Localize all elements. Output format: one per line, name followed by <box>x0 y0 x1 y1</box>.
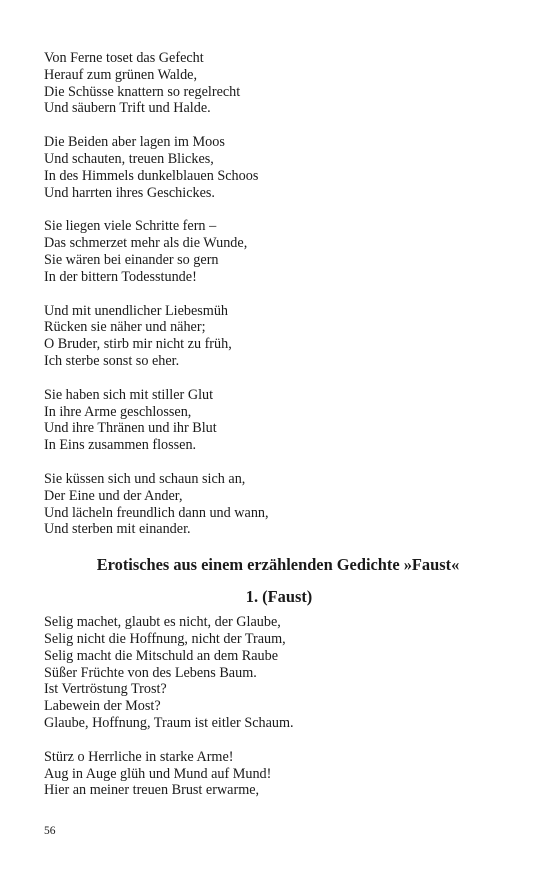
poem-line: Und ihre Thränen und ihr Blut <box>44 420 217 437</box>
poem-line: Süßer Früchte von des Lebens Baum. <box>44 664 257 681</box>
poem-line: Die Schüsse knattern so regelrecht <box>44 83 241 100</box>
poem-line: Und schauten, treuen Blickes, <box>44 150 214 167</box>
poem-line: Sie küssen sich und schaun sich an, <box>44 470 246 487</box>
poem-line: In ihre Arme geschlossen, <box>44 403 192 420</box>
poem-line: Sie wären bei einander so gern <box>44 251 219 268</box>
poem-line: Stürz o Herrliche in starke Arme! <box>44 748 234 765</box>
page-body <box>44 50 514 816</box>
poem-line: Der Eine und der Ander, <box>44 487 183 504</box>
page-number: 56 <box>44 825 56 837</box>
poem-line: Aug in Auge glüh und Mund auf Mund! <box>44 765 272 782</box>
poem-line: Von Ferne toset das Gefecht <box>44 50 204 66</box>
poem-line: In der bittern Todesstunde! <box>44 268 197 285</box>
faust-stanza <box>44 614 514 732</box>
poem-line: In des Himmels dunkelblauen Schoos <box>44 167 259 184</box>
poem-stanza <box>44 134 514 201</box>
poem-line: Und mit unendlicher Liebesmüh <box>44 302 229 319</box>
sub-heading: 1. (Faust) <box>245 587 313 607</box>
poem-line: Labewein der Most? <box>44 698 161 715</box>
poem-line: Und säubern Trift und Halde. <box>44 100 211 117</box>
poem-stanza <box>44 387 514 454</box>
section-heading: Erotisches aus einem erzählenden Gedichte »Faust« <box>96 555 460 575</box>
poem-line: Ich sterbe sonst so eher. <box>44 352 180 369</box>
poem-line: Sie haben sich mit stiller Glut <box>44 386 214 403</box>
poem-stanza <box>44 303 514 370</box>
poem-stanza <box>44 471 514 538</box>
poem-line: Glaube, Hoffnung, Traum ist eitler Schaum. <box>44 714 294 731</box>
poem-line: Rücken sie näher und näher; <box>44 319 206 336</box>
poem-line: Und sterben mit einander. <box>44 521 191 538</box>
poem-line: Das schmerzet mehr als die Wunde, <box>44 235 248 252</box>
poem-line: Hier an meiner treuen Brust erwarme, <box>44 782 260 799</box>
poem-line: Ist Vertröstung Trost? <box>44 681 167 698</box>
poem-line: O Bruder, stirb mir nicht zu früh, <box>44 336 232 353</box>
poem-line: Selig macht die Mitschuld an dem Raube <box>44 647 279 664</box>
poem-line: Und lächeln freundlich dann und wann, <box>44 504 269 521</box>
poem-line: Die Beiden aber lagen im Moos <box>44 134 225 151</box>
poem-line: Selig machet, glaubt es nicht, der Glaube, <box>44 614 281 631</box>
poem-line: Selig nicht die Hoffnung, nicht der Traum, <box>44 630 286 647</box>
poem-stanza <box>44 50 514 117</box>
poem-line: Und harrten ihres Geschickes. <box>44 184 215 201</box>
poem-line: Herauf zum grünen Walde, <box>44 66 198 83</box>
poem-stanza <box>44 218 514 285</box>
poem-line: Sie liegen viele Schritte fern – <box>44 218 217 235</box>
poem-line: In Eins zusammen flossen. <box>44 437 197 454</box>
faust-stanza <box>44 749 514 799</box>
